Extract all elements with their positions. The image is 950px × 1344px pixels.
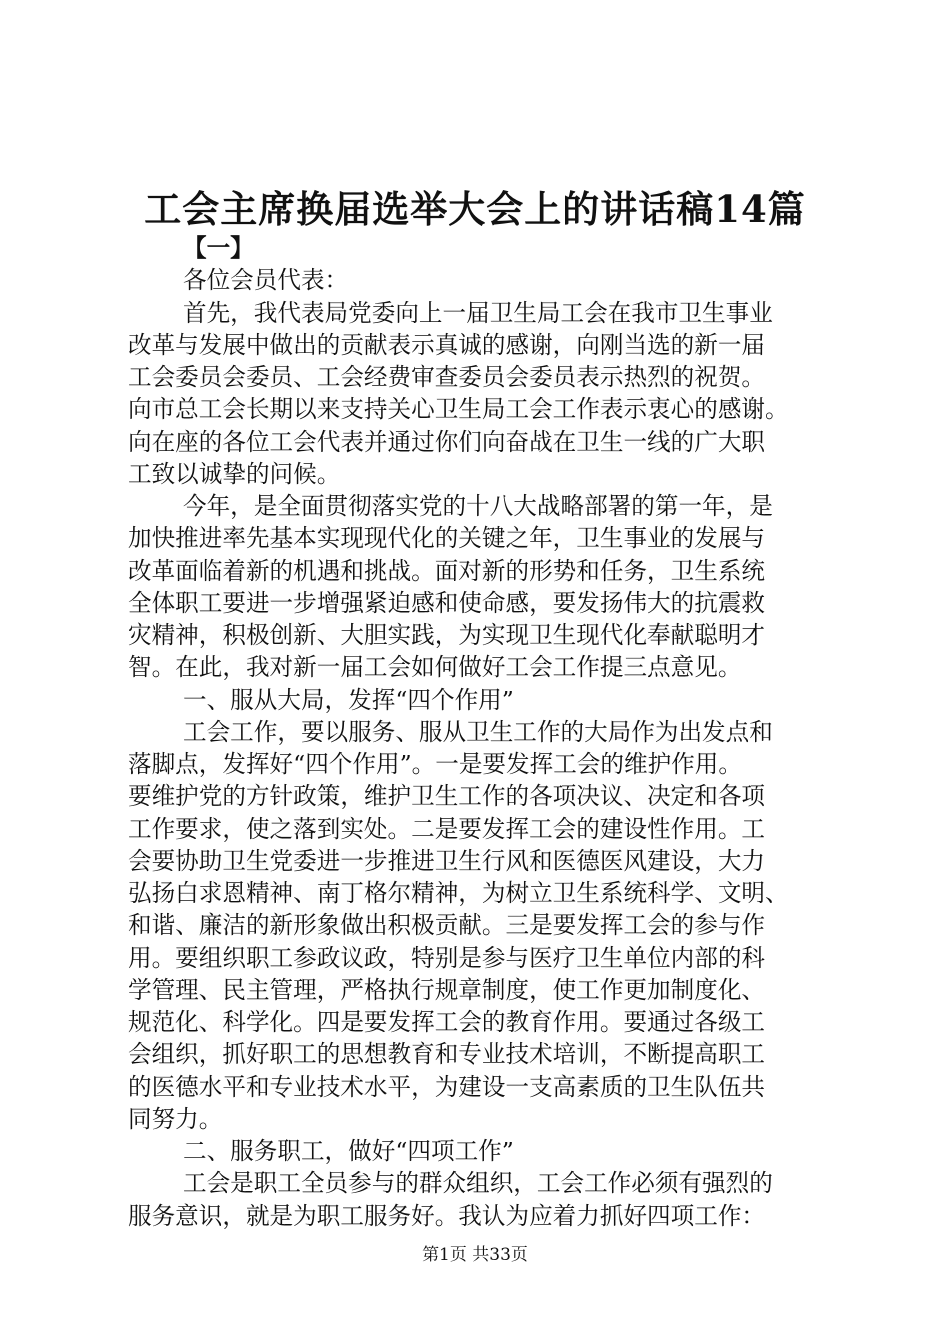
body-line: 规范化、科学化。四是要发挥工会的教育作用。要通过各级工: [128, 1008, 766, 1036]
body-line: 一、服从大局，发挥“四个作用”: [183, 685, 514, 714]
body-line: 会组织，抓好职工的思想教育和专业技术培训，不断提高职工: [128, 1040, 766, 1069]
section-tag: 【一】: [183, 234, 254, 262]
body-line: 首先，我代表局党委向上一届卫生局工会在我市卫生事业: [183, 298, 773, 327]
body-line: 工会工作，要以服务、服从卫生工作的大局作为出发点和: [183, 717, 773, 746]
document-body: [128, 232, 840, 1232]
body-line: 弘扬白求恩精神、南丁格尔精神，为树立卫生系统科学、文明、: [128, 879, 789, 907]
body-line: 全体职工要进一步增强紧迫感和使命感，要发扬伟大的抗震救: [128, 588, 766, 617]
body-line: 用。要组织职工参政议政，特别是参与医疗卫生单位内部的科: [128, 943, 766, 972]
body-line: 会要协助卫生党委进一步推进卫生行风和医德医风建设，大力: [128, 846, 766, 875]
body-lines: [128, 264, 840, 1232]
body-line: 落脚点，发挥好“四个作用”。一是要发挥工会的维护作用。: [128, 750, 742, 778]
document-title: 工会主席换届选举大会上的讲话稿14篇: [144, 187, 806, 231]
body-line: 学管理、民主管理，严格执行规章制度，使工作更加制度化、: [128, 975, 766, 1004]
body-line: 和谐、廉洁的新形象做出积极贡献。三是要发挥工会的参与作: [128, 911, 766, 940]
body-line: 工会委员会委员、工会经费审查委员会委员表示热烈的祝贺。: [128, 363, 766, 391]
body-line: 改革与发展中做出的贡献表示真诚的感谢，向刚当选的新一届: [128, 330, 766, 359]
body-line: 加快推进率先基本实现现代化的关键之年，卫生事业的发展与: [128, 524, 766, 553]
body-line: 向在座的各位工会代表并通过你们向奋战在卫生一线的广大职: [128, 427, 766, 456]
body-line: 灾精神，积极创新、大胆实践，为实现卫生现代化奉献聪明才: [128, 621, 766, 649]
body-line: 智。在此，我对新一届工会如何做好工会工作提三点意见。: [128, 653, 742, 682]
body-line: 工会是职工全员参与的群众组织，工会工作必须有强烈的: [183, 1169, 773, 1198]
body-line: 改革面临着新的机遇和挑战。面对新的形势和任务，卫生系统: [128, 556, 766, 585]
body-line: 今年，是全面贯彻落实党的十八大战略部署的第一年，是: [183, 492, 773, 520]
body-line: 服务意识，就是为职工服务好。我认为应着力抓好四项工作：: [128, 1201, 766, 1230]
page-footer: 第1页 共33页: [422, 1245, 528, 1265]
body-line: 的医德水平和专业技术水平，为建设一支高素质的卫生队伍共: [128, 1072, 766, 1101]
body-line: 同努力。: [128, 1104, 223, 1133]
body-line: 工作要求，使之落到实处。二是要发挥工会的建设性作用。工: [128, 814, 766, 843]
body-line: 向市总工会长期以来支持关心卫生局工会工作表示衷心的感谢。: [128, 395, 789, 424]
body-line: 要维护党的方针政策，维护卫生工作的各项决议、决定和各项: [128, 782, 766, 811]
body-line: 二、服务职工，做好“四项工作”: [183, 1137, 514, 1165]
body-line: 工致以诚挚的问候。: [128, 459, 341, 488]
body-line: 各位会员代表：: [183, 266, 349, 295]
